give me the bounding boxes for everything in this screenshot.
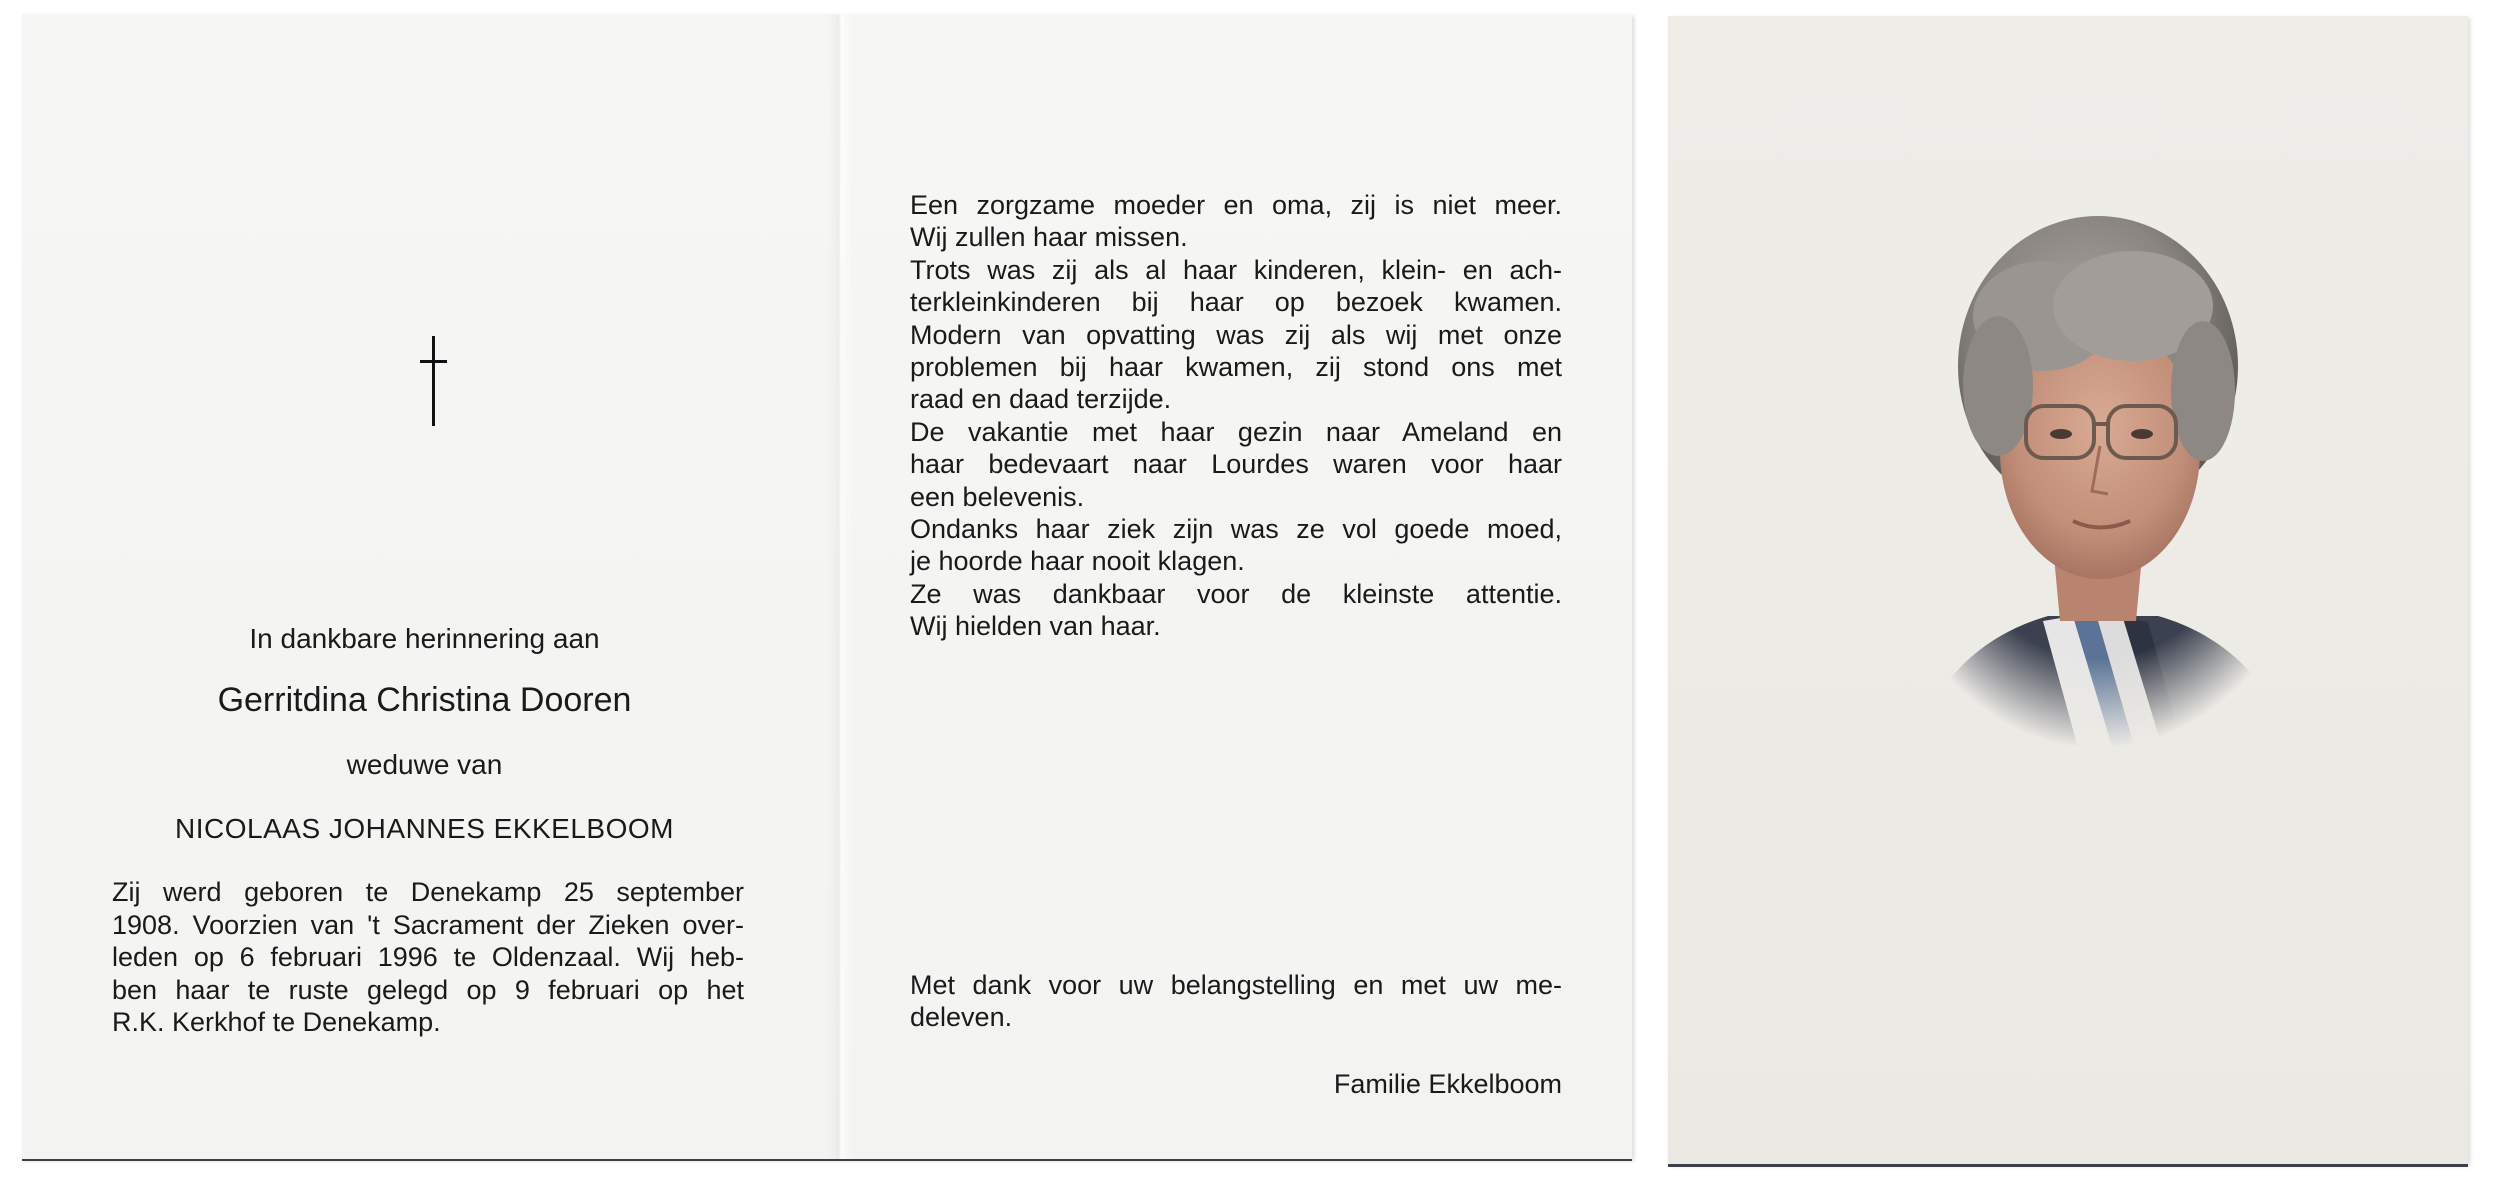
bio-line: leden op 6 februari 1996 te Oldenzaal. Wij heb-: [112, 942, 744, 972]
bio-line: 1908. Voorzien van 't Sacrament der Zieken over-: [112, 909, 744, 940]
thanks-line: Met dank voor uw belangstelling en met uw me-: [910, 970, 1562, 1000]
poem-line: Ondanks haar ziek zijn was ze vol goede moed,: [910, 514, 1562, 545]
bio-line: Zij werd geboren te Denekamp 25 september: [112, 877, 744, 907]
poem-line: haar bedevaart naar Lourdes waren voor haar: [910, 449, 1562, 480]
poem-line: Modern van opvatting was zij als wij met onze: [910, 319, 1562, 350]
bio-line: ben haar te ruste gelegd op 9 februari op het: [112, 974, 744, 1005]
cross-icon: [412, 336, 456, 426]
thanks-text: [910, 969, 1562, 1034]
bio-line: R.K. Kerkhof te Denekamp.: [112, 1007, 441, 1037]
left-panel: [22, 14, 827, 1159]
poem-line: De vakantie met haar gezin naar Ameland en: [910, 416, 1562, 447]
deceased-name: Gerritdina Christina Dooren: [217, 681, 632, 719]
biography: [112, 876, 744, 1039]
husband-name: NICOLAAS JOHANNES EKKELBOOM: [175, 813, 674, 844]
card-fold: [827, 14, 853, 1159]
portrait-photo-icon: [1868, 166, 2328, 786]
poem-line: Trots was zij als al haar kinderen, klein- en ach-: [910, 254, 1562, 285]
poem-line: Een zorgzame moeder en oma, zij is niet meer.: [910, 190, 1562, 220]
poem-line: Ze was dankbaar voor de kleinste attentie.: [910, 578, 1562, 609]
memorial-card: [22, 14, 1632, 1159]
family-signature: Familie Ekkelboom: [1333, 1069, 1562, 1099]
poem-line: je hoorde haar nooit klagen.: [910, 546, 1245, 577]
photo-card: [1668, 16, 2468, 1164]
thanks-line: deleven.: [910, 1002, 1013, 1033]
poem-line: raad en daad terzijde.: [910, 384, 1172, 415]
widow-of-text: weduwe van: [346, 749, 503, 780]
poem-line: Wij hielden van haar.: [910, 611, 1161, 642]
poem-line: een belevenis.: [910, 481, 1085, 512]
poem-line: terkleinkinderen bij haar op bezoek kwamen.: [910, 287, 1562, 318]
intro-text: In dankbare herinnering aan: [249, 623, 600, 654]
poem-line: Wij zullen haar missen.: [910, 222, 1188, 253]
poem-line: problemen bij haar kwamen, zij stond ons met: [910, 352, 1562, 383]
right-panel: [910, 14, 1562, 1159]
poem: [910, 189, 1562, 643]
